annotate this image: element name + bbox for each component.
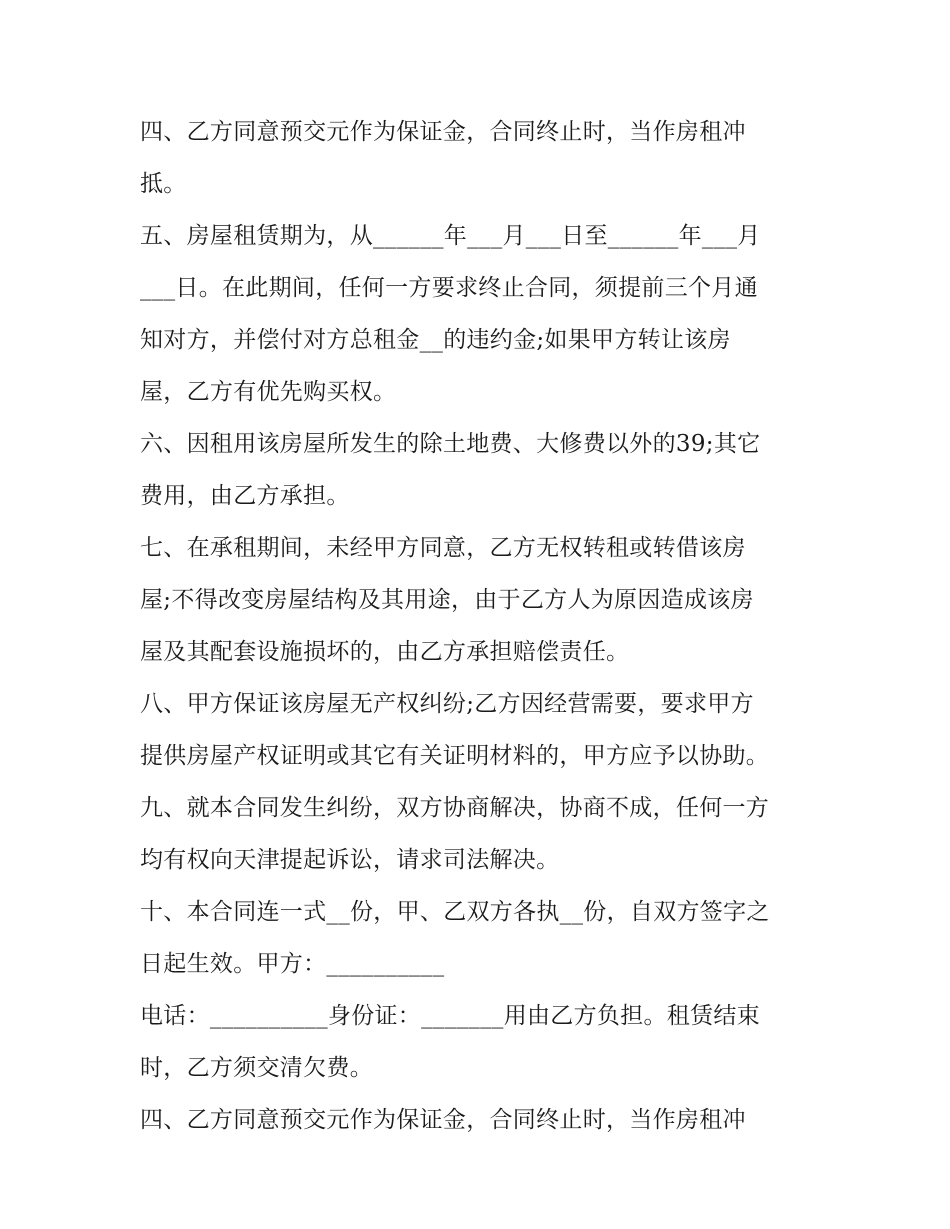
text-line: 提供房屋产权证明或其它有关证明材料的，甲方应予以协助。	[140, 743, 770, 769]
text-line: 九、就本合同发生纠纷，双方协商解决，协商不成，任何一方	[140, 795, 770, 821]
text-line: 费用，由乙方承担。	[140, 483, 350, 509]
text-line: 屋;不得改变房屋结构及其用途，由于乙方人为原因造成该房	[140, 587, 754, 613]
text-line: 抵。	[140, 171, 187, 197]
text-line: 十、本合同连一式__份，甲、乙双方各执__份，自双方签字之	[140, 899, 770, 925]
text-line: 屋，乙方有优先购买权。	[140, 379, 397, 405]
text-line: 八、甲方保证该房屋无产权纠纷;乙方因经营需要，要求甲方	[140, 691, 754, 717]
contract-text	[140, 106, 830, 1146]
text-line: ___日。在此期间，任何一方要求终止合同，须提前三个月通	[140, 275, 758, 301]
text-line: 四、乙方同意预交元作为保证金，合同终止时，当作房租冲	[140, 119, 746, 145]
text-line: 六、因租用该房屋所发生的除土地费、大修费以外的39;其它	[140, 431, 761, 457]
text-line: 时，乙方须交清欠费。	[140, 1055, 373, 1081]
text-line: 屋及其配套设施损坏的，由乙方承担赔偿责任。	[140, 639, 630, 665]
text-line: 知对方，并偿付对方总租金__的违约金;如果甲方转让该房	[140, 327, 731, 353]
text-line: 电话：__________身份证：_______用由乙方负担。租赁结束	[140, 1003, 760, 1029]
text-line: 四、乙方同意预交元作为保证金，合同终止时，当作房租冲	[140, 1107, 746, 1133]
text-line: 均有权向天津提起诉讼，请求司法解决。	[140, 847, 560, 873]
text-line: 日起生效。甲方：__________	[140, 951, 445, 977]
text-line: 五、房屋租赁期为，从______年___月___日至______年___月	[140, 223, 761, 249]
text-line: 七、在承租期间，未经甲方同意，乙方无权转租或转借该房	[140, 535, 746, 561]
